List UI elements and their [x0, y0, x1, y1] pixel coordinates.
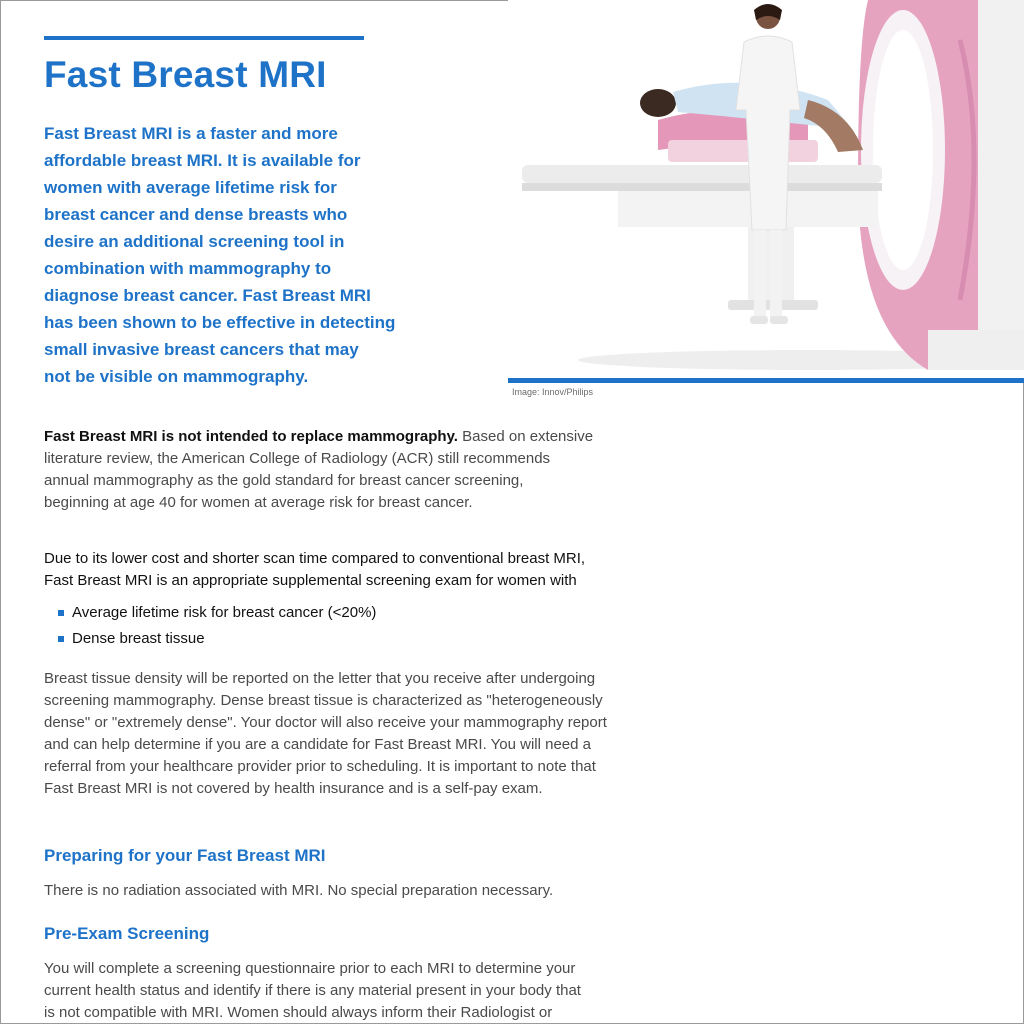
- list-item-text: Average lifetime risk for breast cancer (<20%): [72, 604, 377, 621]
- paragraph-line: Fast Breast MRI is not covered by health insurance and is a self-pay exam.: [44, 780, 543, 797]
- paragraph-line: Due to its lower cost and shorter scan time compared to conventional breast MRI,: [44, 550, 586, 567]
- intro-line: women with average lifetime risk for: [44, 178, 337, 197]
- list-item: [58, 600, 376, 626]
- photo-underline: [508, 378, 1024, 383]
- image-credit: Image: Innov/Philips: [512, 387, 594, 397]
- intro-line: affordable breast MRI. It is available for: [44, 151, 361, 170]
- paragraph-line: current health status and identify if there is any material present in your body that: [44, 982, 581, 999]
- paragraph-line: is not compatible with MRI. Women should always inform their Radiologist or: [44, 1004, 553, 1021]
- list-item: [58, 626, 376, 652]
- paragraph-line: screening mammography. Dense breast tissue is characterized as "heterogeneously: [44, 692, 603, 709]
- paragraph-line: You will complete a screening questionnaire prior to each MRI to determine your: [44, 960, 576, 977]
- paragraph-line: There is no radiation associated with MRI. No special preparation necessary.: [44, 882, 554, 899]
- intro-paragraph: [44, 120, 514, 390]
- density-paragraph: [44, 668, 864, 800]
- bullet-icon: [58, 610, 64, 616]
- bullet-icon: [58, 636, 64, 642]
- paragraph-line: beginning at age 40 for women at average risk for breast cancer.: [44, 494, 473, 511]
- section-heading-preparing: Preparing for your Fast Breast MRI: [44, 846, 326, 865]
- paragraph-line: annual mammography as the gold standard for breast cancer screening,: [44, 472, 524, 489]
- paragraph-line: [44, 426, 864, 448]
- intro-line: small invasive breast cancers that may: [44, 340, 359, 359]
- screening-paragraph: [44, 958, 864, 1024]
- eligibility-list: [58, 600, 376, 652]
- preparation-paragraph: [44, 880, 864, 902]
- paragraph-line: and can help determine if you are a candidate for Fast Breast MRI. You will need a: [44, 736, 591, 753]
- paragraph-line: literature review, the American College of Radiology (ACR) still recommends: [44, 450, 551, 467]
- mammography-paragraph: [44, 426, 864, 514]
- paragraph-line: Breast tissue density will be reported on the letter that you receive after undergoing: [44, 670, 596, 687]
- paragraph-line: referral from your healthcare provider prior to scheduling. It is important to note that: [44, 758, 596, 775]
- intro-line: has been shown to be effective in detecting: [44, 313, 396, 332]
- intro-line: not be visible on mammography.: [44, 367, 309, 386]
- intro-line: breast cancer and dense breasts who: [44, 205, 348, 224]
- intro-line: diagnose breast cancer. Fast Breast MRI: [44, 286, 371, 305]
- supplemental-paragraph: [44, 548, 864, 592]
- paragraph-line: dense" or "extremely dense". Your doctor will also receive your mammography report: [44, 714, 607, 731]
- intro-line: combination with mammography to: [44, 259, 332, 278]
- lead-sentence: Fast Breast MRI is not intended to replace mammography.: [44, 428, 458, 445]
- intro-line: Fast Breast MRI is a faster and more: [44, 124, 338, 143]
- page-title: Fast Breast MRI: [44, 54, 327, 95]
- mri-scanner-photo: [508, 0, 1024, 378]
- intro-line: desire an additional screening tool in: [44, 232, 345, 251]
- section-heading-pre-exam: Pre-Exam Screening: [44, 924, 210, 943]
- mri-scanner-illustration: [508, 0, 1024, 378]
- lead-rest: Based on extensive: [457, 428, 594, 445]
- paragraph-line: Fast Breast MRI is an appropriate supplemental screening exam for women with: [44, 572, 577, 589]
- title-rule: [44, 36, 364, 40]
- list-item-text: Dense breast tissue: [72, 630, 205, 647]
